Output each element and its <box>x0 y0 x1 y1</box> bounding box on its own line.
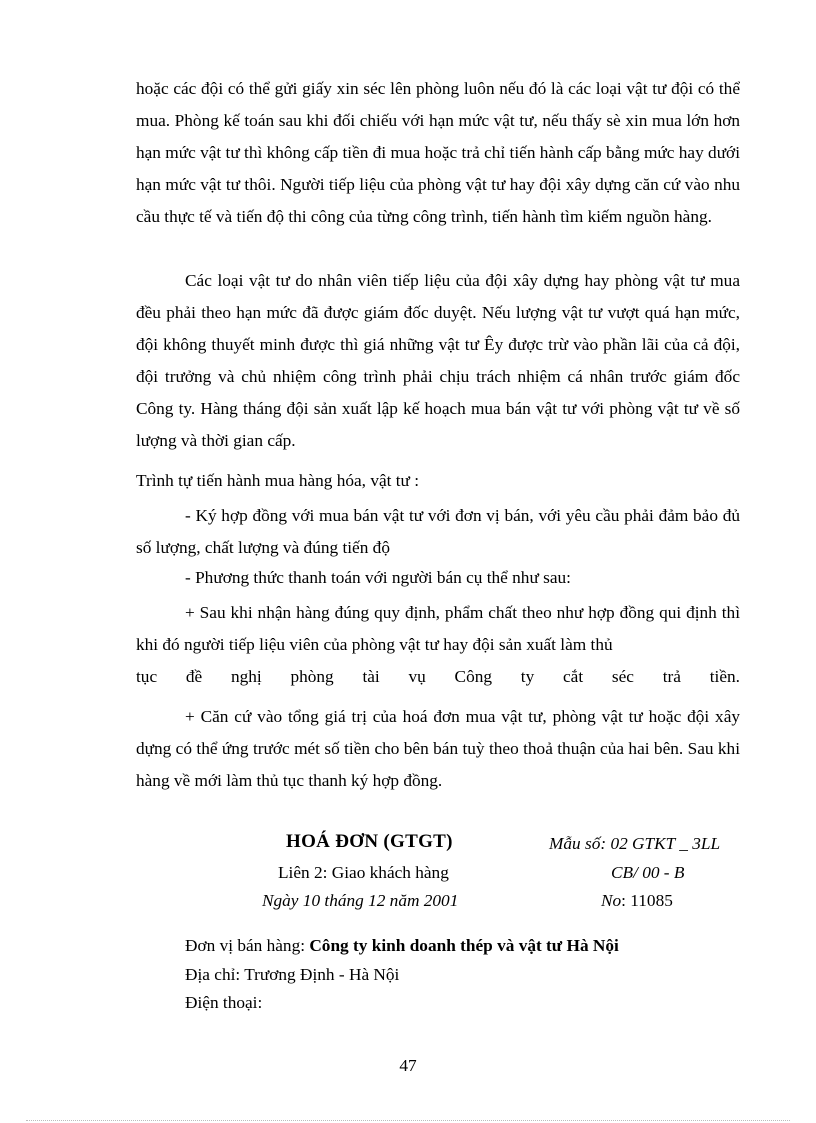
paragraph-1: hoặc các đội có thể gửi giấy xin séc lên phòng luôn nếu đó là các loại vật tư đội có thể mua. Phòng kế toán sau khi đối chiếu với hạn mức vật tư, nếu thấy sè xin mua lớn hơn hạn mức vật tư thì không cấp tiền đi mua hoặc trả chỉ tiến hành cấp bằng mức hay dưới hạn mức vật tư thôi. Người tiếp liệu của phòng vật tư hay đội xây dựng căn cứ vào nhu cầu thực tế và tiến độ thi công của từng công trình, tiến hành tìm kiếm nguồn hàng. <box>136 79 740 226</box>
seller-phone: Điện thoại: <box>185 993 263 1012</box>
paragraph-3: Trình tự tiến hành mua hàng hóa, vật tư : <box>136 471 420 490</box>
paragraph-6a: + Sau khi nhận hàng đúng quy định, phẩm chất theo như hợp đồng qui định thì khi đó người tiếp liệu viên của phòng vật tư hay đội sản xuất làm thủ <box>136 603 740 654</box>
paragraph-6b: tục đề nghị phòng tài vụ Công ty cắt séc trả tiền. <box>136 667 740 686</box>
invoice-title: HOÁ ĐƠN (GTGT) <box>286 831 453 852</box>
footer-rule <box>26 1120 790 1121</box>
seller-name-value: Công ty kinh doanh thép và vật tư Hà Nội <box>309 936 619 955</box>
seller-address: Địa chỉ: Trương Định - Hà Nội <box>185 965 400 984</box>
invoice-copy: Liên 2: Giao khách hàng <box>278 863 449 882</box>
invoice-number-label: No <box>601 891 622 910</box>
invoice-number <box>601 891 673 911</box>
seller-name-label: Đơn vị bán hàng: <box>185 936 310 955</box>
paragraph-4: - Ký hợp đồng với mua bán vật tư với đơn vị bán, với yêu cầu phải đảm bảo đủ số lượng, chất lượng và đúng tiến độ <box>136 506 740 557</box>
invoice-date: Ngày 10 tháng 12 năm 2001 <box>262 891 459 910</box>
seller-name <box>185 936 619 956</box>
paragraph-2: Các loại vật tư do nhân viên tiếp liệu của đội xây dựng hay phòng vật tư mua đều phải theo hạn mức đã được giám đốc duyệt. Nếu lượng vật tư vượt quá hạn mức, đội không thuyết minh được thì giá những vật tư Êy được trừ vào phần lãi của cả đội, đội trưởng và chủ nhiệm công trình phải chịu trách nhiệm cá nhân trước giám đốc Công ty. Hàng tháng đội sản xuất lập kế hoạch mua bán vật tư với phòng vật tư về số lượng và thời gian cấp. <box>136 271 740 450</box>
invoice-number-value: : 11085 <box>621 891 673 910</box>
invoice-form-number: Mẫu số: 02 GTKT _ 3LL <box>549 834 721 853</box>
paragraph-5: - Phương thức thanh toán với người bán cụ thể như sau: <box>185 568 571 587</box>
page-number: 47 <box>399 1056 417 1075</box>
invoice-code: CB/ 00 - B <box>611 863 685 882</box>
paragraph-7: + Căn cứ vào tổng giá trị của hoá đơn mua vật tư, phòng vật tư hoặc đội xây dựng có thể ứng trước mét số tiền cho bên bán tuỳ theo thoả thuận của hai bên. Sau khi hàng về mới làm thủ tục thanh ký hợp đồng. <box>136 707 740 790</box>
